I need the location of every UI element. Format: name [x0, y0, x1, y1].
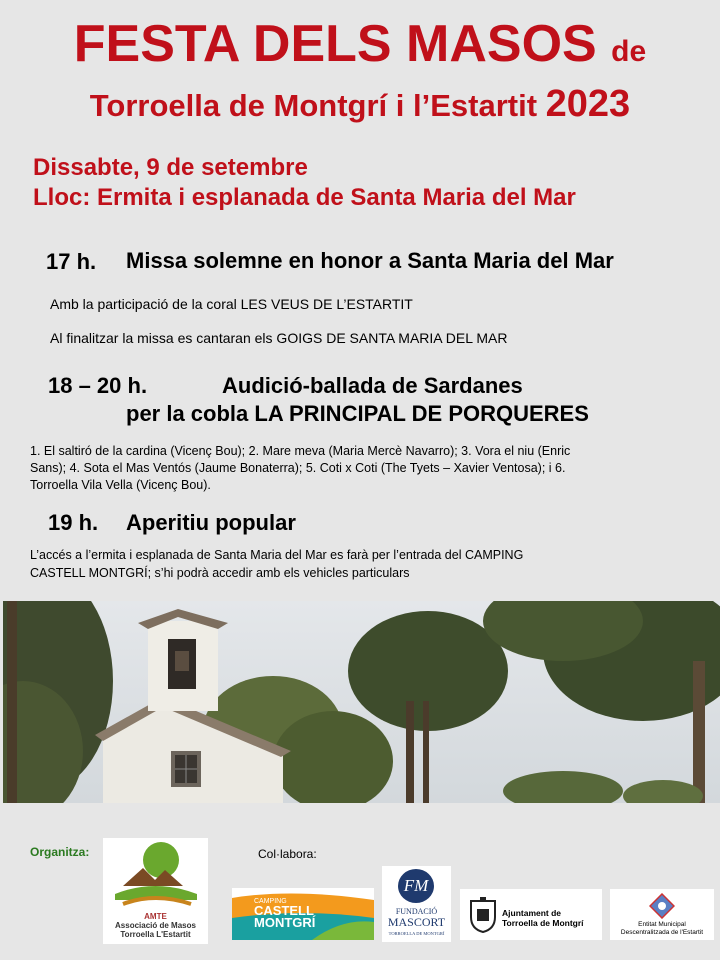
title-main: FESTA DELS MASOS	[73, 15, 597, 73]
fundacio-mascort-logo	[382, 866, 451, 942]
event-note-1b: Al finalitzar la missa es cantaran els GOIGS DE SANTA MARIA DEL MAR	[50, 330, 508, 346]
title-suffix: de	[611, 35, 647, 68]
amte-acronym: AMTE	[144, 912, 167, 921]
ajuntament-line1: Ajuntament de	[502, 908, 562, 918]
sardanes-list-line2: Sans); 4. Sota el Mas Ventós (Jaume Bonaterra); 5. Coti x Coti (The Tyets – Xavier Ventosa); i 6.	[30, 461, 566, 475]
event-time-2: 18 – 20 h.	[48, 373, 148, 398]
camping-logo	[232, 888, 374, 940]
amte-line2: Torroella L'Estartit	[120, 930, 191, 939]
fundacio-line2: MASCORT	[387, 915, 446, 929]
hermitage-photo	[3, 601, 720, 803]
event-place: Lloc: Ermita i esplanada de Santa Maria del Mar	[33, 184, 576, 211]
amte-emblem-icon	[103, 838, 208, 908]
amte-line1: Associació de Masos	[115, 921, 196, 930]
subtitle-town: Torroella de Montgrí i l’Estartit	[89, 88, 538, 123]
event-time-1: 17 h.	[46, 249, 97, 274]
amte-logo	[103, 838, 208, 944]
entitat-municipal-logo	[610, 889, 714, 940]
access-note-line1: L’accés a l’ermita i esplanada de Santa Maria del Mar es farà per l’entrada del CAMPING	[30, 548, 524, 562]
event-note-1a: Amb la participació de la coral LES VEUS DE L’ESTARTIT	[50, 296, 413, 312]
fundacio-line1: FUNDACIÓ	[395, 907, 438, 916]
colabora-label: Col·labora:	[258, 847, 317, 861]
event-title-1: Missa solemne en honor a Santa Maria del Mar	[126, 248, 614, 273]
event-title-2: Audició-ballada de Sardanes	[222, 373, 523, 398]
event-title-2b: per la cobla LA PRINCIPAL DE PORQUERES	[126, 401, 589, 426]
access-note-line2: CASTELL MONTGRÍ; s’hi podrà accedir amb els vehicles particulars	[30, 566, 410, 580]
entitat-line2: Descentralitzada de l'Estartit	[620, 929, 704, 936]
entitat-line1: Entitat Municipal	[638, 921, 686, 928]
camping-line2: MONTGRÍ	[254, 915, 316, 930]
event-time-3: 19 h.	[48, 510, 99, 535]
organitza-label: Organitza:	[30, 845, 90, 859]
poster-title	[0, 14, 720, 82]
event-date: Dissabte, 9 de setembre	[33, 154, 308, 181]
camping-line1: CASTELL	[254, 903, 314, 918]
sardanes-list-line3: Torroella Vila Vella (Vicenç Bou).	[30, 478, 211, 492]
event-title-3: Aperitiu popular	[126, 510, 296, 535]
ajuntament-line2: Torroella de Montgrí	[502, 918, 584, 928]
ajuntament-logo	[460, 889, 602, 940]
sardanes-list-line1: 1. El saltiró de la cardina (Vicenç Bou); 2. Mare meva (Maria Mercè Navarro); 3. Vora el niu (Enric	[30, 444, 571, 458]
town-shield-icon	[468, 897, 498, 933]
poster-subtitle	[0, 84, 720, 126]
subtitle-year: 2023	[545, 83, 631, 125]
emd-shield-icon	[649, 893, 675, 919]
camping-small: CAMPING	[254, 898, 287, 905]
fm-monogram: FM	[398, 869, 434, 903]
fundacio-line3: TORROELLA DE MONTGRÍ	[388, 931, 445, 936]
